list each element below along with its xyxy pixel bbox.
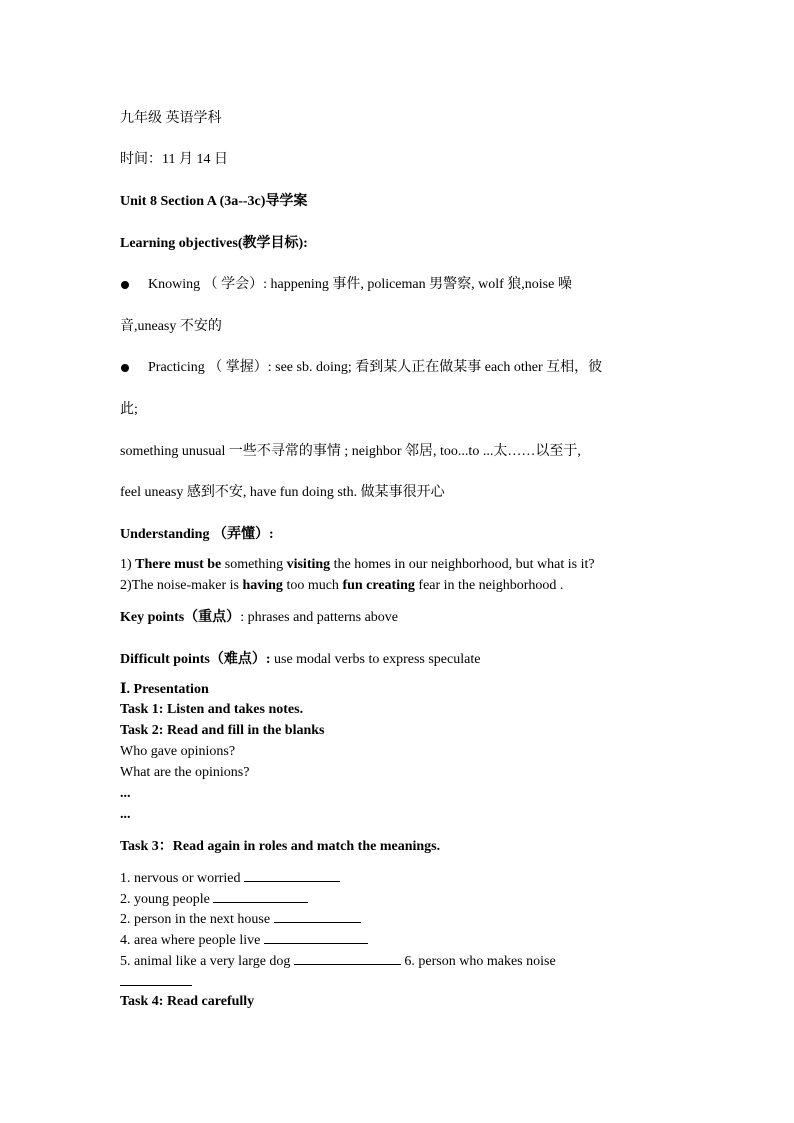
bullet-icon (121, 281, 129, 289)
presentation-heading: Ⅰ. Presentation (120, 682, 209, 697)
match-item: 2. person in the next house (120, 909, 361, 929)
understanding-heading: Understanding （弄懂）: (120, 527, 274, 542)
ellipsis-2: ... (120, 807, 131, 822)
answer-blank[interactable] (264, 930, 368, 944)
knowing-line-2: 音,uneasy 不安的 (120, 319, 222, 334)
ellipsis-1: ... (120, 786, 131, 801)
match-item: 2. young people (120, 889, 308, 909)
practicing-line-4: feel uneasy 感到不安, have fun doing sth. 做某事很开心 (120, 485, 445, 500)
task-2: Task 2: Read and fill in the blanks (120, 723, 325, 738)
match-item: 5. animal like a very large dog 6. person who makes noise (120, 951, 556, 971)
understanding-sentence-1: 1) There must be something visiting the homes in our neighborhood, but what is it? (120, 557, 595, 572)
grade-subject: 九年级 英语学科 (120, 111, 222, 126)
task-4-heading: Task 4: Read carefully (120, 994, 255, 1009)
bullet-icon (121, 364, 129, 372)
answer-blank[interactable] (120, 972, 192, 992)
practicing-line-3: something unusual 一些不寻常的事情 ; neighbor 邻居, too...to ...太……以至于, (120, 444, 581, 459)
practicing-line-1: Practicing （ 掌握）: see sb. doing; 看到某人正在做某事 each other 互相，彼 (148, 360, 603, 375)
match-item: 4. area where people live (120, 930, 368, 950)
page-title: Unit 8 Section A (3a--3c)导学案 (120, 194, 308, 209)
task-3-heading: Task 3：Read again in roles and match the meanings. (120, 839, 441, 854)
question-2: What are the opinions? (120, 765, 250, 780)
knowing-line-1: Knowing （ 学会）: happening 事件, policeman 男警察, wolf 狼,noise 噪 (148, 277, 572, 292)
objectives-heading: Learning objectives(教学目标): (120, 236, 308, 251)
answer-blank[interactable] (294, 951, 401, 965)
date-line: 时间：11 月 14 日 (120, 152, 228, 167)
answer-blank[interactable] (213, 889, 308, 903)
answer-blank[interactable] (244, 868, 340, 882)
key-points: Key points（重点）: phrases and patterns above (120, 610, 399, 625)
understanding-sentence-2: 2)The noise-maker is having too much fun creating fear in the neighborhood . (120, 578, 564, 593)
question-1: Who gave opinions? (120, 744, 236, 759)
task-1: Task 1: Listen and takes notes. (120, 702, 304, 717)
answer-blank[interactable] (274, 909, 361, 923)
difficult-points: Difficult points（难点）: use modal verbs to express speculate (120, 652, 481, 667)
match-item: 1. nervous or worried (120, 868, 340, 888)
practicing-line-2: 此; (120, 402, 138, 417)
